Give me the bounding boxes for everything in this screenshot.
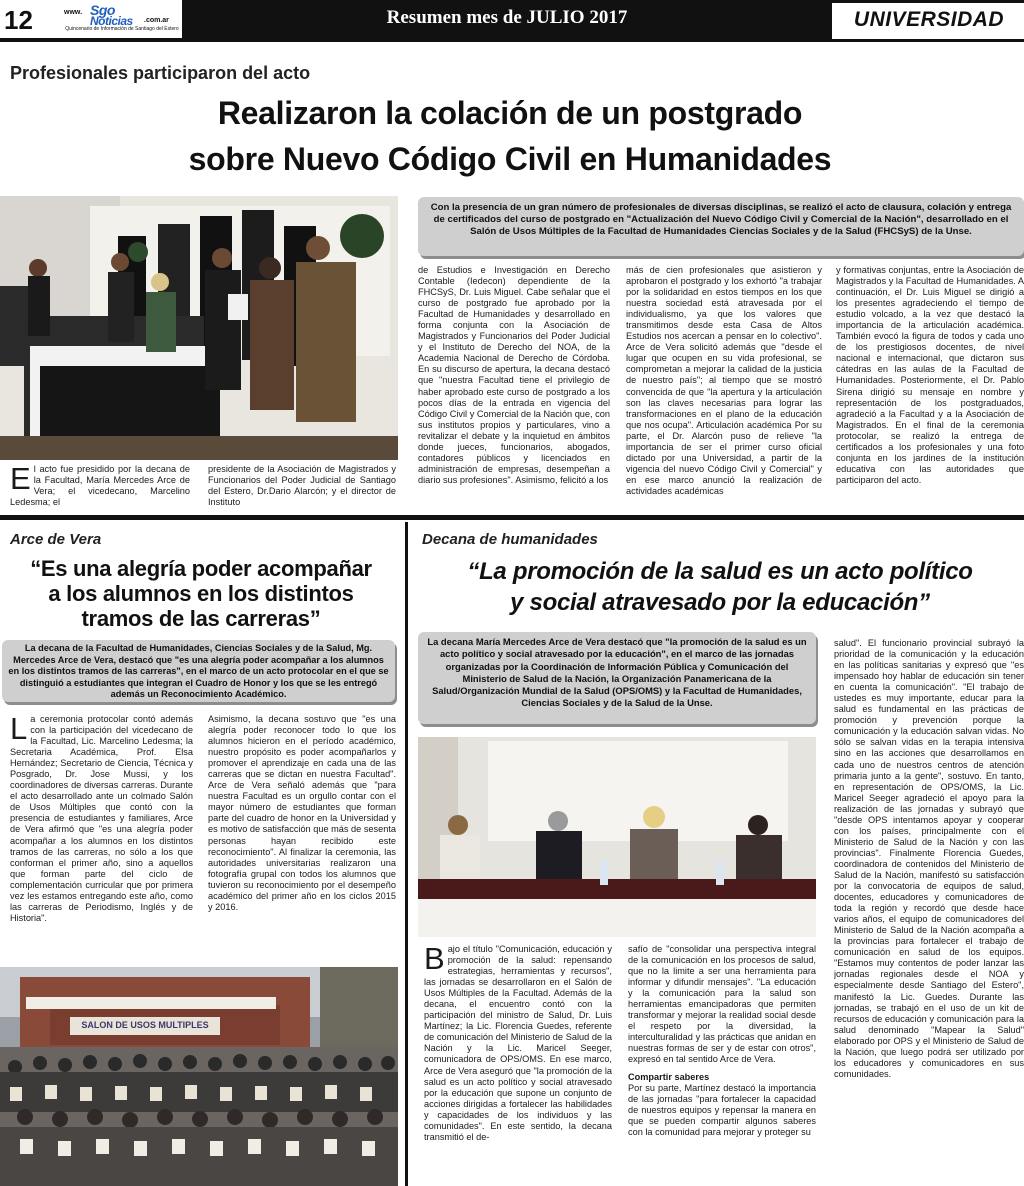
article2-lead: La decana de la Facultad de Humanidades, Ciencias Sociales y de la Salud, Mg. Mercedes Arce de Vera, destacó que "es una alegría poder acompañar a los alumnos en los distintos tramos de las carreras", en el marco de un acto protocolar en el que se distinguió a estudiantes que integran el Cuadro de Honor y los que se les entregó además un Reconocimiento Académico. [2,640,395,702]
article3-column-3: salud". El funcionario provincial subrayó la prioridad de la comunicación y la educación en las políticas sanitarias y expresó que "es impensado hoy hablar de educación sin tener en cuenta la comunicación". "El trabajo de ustedes es muy importante, educar para la salud es fundamental en las prácticas de promoción y prevención porque la comunicación y la educación salvan vidas. No sólo se salvan vidas en la terapia intensiva sino en las acciones que desarrollamos en cada uno de nuestros centros de atención primaria junto a la gente", sostuvo. En tanto, en representación de OPS/OMS, la Lic. Maricel Seeger agradeció el apoyo para la realización de las jornadas y subrayó que "desde OPS intentamos apoyar y cooperar con los países, principalmente con el Ministerio de Salud de la Nación y con las provincias". Finalmente Florencia Guedes, coordinadora de contenidos del Ministerio de Salud de la Nación, manifestó su satisfacción por la convocatoria de equipos de salud, docentes, educadores y comunicadores de toda la región y recordó que desde hace varios años, el equipo de comunicadores del Ministerio de Salud de la Nación acompaña a la provincias para fortalecer el trabajo de comunicación en salud de los equipos. "Estamos muy contentos de poder lanzar las jornadas regionales desde el NOA y especialmente desde Santiago del Estero", manifestó la Lic. Guedes. Durante las jornadas, se trabajó en el uso de un kit de recursos de educación y comunicación para la salud denominado "Mapear la Salud" elaborado por OPS y el Ministerio de Salud de la Nación, que luego podrá ser utilizado por los educadores y comunicadores en sus comunidades. [834,638,1024,1079]
article2-kicker: Arce de Vera [10,531,102,548]
article1-lead: Con la presencia de un gran número de profesionales de diversas disciplinas, se realizó el acto de clausura, colación y entrega de certificados del curso de postgrado en "Actualización del Nuevo Código Civil y Comercial de la Nación", desarrollado en el Salón de Usos Múltiples de la Facultad de Humanidades Ciencias Sociales y de la Salud (FHCSyS) de la Unse. [418,197,1024,256]
students-group-illustration [0,967,398,1186]
article1-caption-text-1: l acto fue presidido por la decana de la Facultad, María Mercedes Arce de Vera; el vicedecano, Marcelino Ledesma; el [10,464,190,508]
article3-column-2-text-b: Por su parte, Martínez destacó la importancia de las jornadas "para fortalecer la capacidad de nuestros equipos y repensar la manera en que se pueden compartir algunos saberes con la comunidad para mejorar y proteger su [628,1082,816,1137]
article3-column-1-text: ajo el título "Comunicación, educación y promoción de la salud: repensando estrategias, herramientas y recursos", las jornadas se desarrollaron en el Salón de Usos Múltiples de la Facultad. Además de la decana, el encuentro contó con la participación del ministro de Salud, Dr. Luis Martínez; la Lic. Florencia Guedes, referente de comunicación del Ministerio de Salud de la Nación y la Lic. Maricel Seeger, comunicadora de OPS/OMS. En ese marco, Arce de Vera aseguró que "la promoción de la salud es un acto político y social atravesado por la educación que supone un conjunto de acciones dirigidas a fortalecer las habilidades y capacidades de los individuos y las comunidades". En este sentido, la decana transmitió el de- [424,944,612,1142]
page-number: 12 [4,5,33,35]
article3-kicker: Decana de humanidades [422,531,598,548]
article2-headline-line-2: a los alumnos en los distintos [48,581,354,606]
article2-column-1 [10,714,193,964]
article2-headline-line-3: tramos de las carreras” [81,606,321,631]
article3-subhead: Compartir saberes [628,1071,710,1082]
column-divider [405,522,408,1186]
article1-caption-column-2: presidente de la Asociación de Magistrados y Funcionarios del Poder Judicial de Santiago del Estero, Dr.Dario Alarcón; y el director de Instituto [208,464,396,508]
article3-column-2 [628,944,816,1186]
article3-column-1 [424,944,612,1186]
graduation-ceremony-illustration [0,196,398,460]
logo-tagline: Quincenario de Información de Santiago del Estero [65,26,179,32]
students-group-photo [0,967,398,1186]
photo-building-sign: SALON DE USOS MULTIPLES [81,1020,209,1030]
article1-headline-line-1: Realizaron la colación de un postgrado [217,95,803,131]
article3-lead: La decana María Mercedes Arce de Vera destacó que "la promoción de la salud es un acto político y social atravesado por la educación", en el marco de las jornadas organizadas por la Coordinación de Información Pública y Comunicación del Ministerio de Salud de la Nación, la Organización Panamericana de la Salud/Organización Mundial de la Salud (OPS/OMS) y la Facultad de Humanidades, Ciencias Sociales y de la Salud de la Unse. [418,632,816,724]
article1-column-1: de Estudios e Investigación en Derecho Contable (Iedecon) dependiente de la FHCSyS, Dr. Luis Miguel. Cabe señalar que el curso de postgrado fue aprobado por la Facultad de Humanidades y desarrollado en forma conjunta con la Asociación de Magistrados y Funcionarios del Poder Judicial y el Instituto de Derecho del NOA, de la Academia Nacional de Derecho de Córdoba. En su discurso de apertura, la decana destacó que "nuestra Facultad tiene el privilegio de haber aprobado este curso de postgrado a los pocos días de la entrada en vigencia del Código Civil y Comercial de la Nación que, con sus institutos propios y particulares, vino a revitalizar el debate y la inquietud en ámbitos donde jueces, funcionarios, abogados, contadores públicos y licenciados en administración de empresas, desempeñan a diario sus profesiones". Asimismo, felicitó a los [418,265,610,485]
article2-column-2: Asimismo, la decana sostuvo que "es una alegría poder reconocer todo lo que los alumnos hicieron en el período académico, nuestro propósito es poder acompañarlos y promover el aprendizaje en cada una de las carreras que se dictan en nuestra Facultad". Arce de Vera señaló además que "para nuestra Facultad es un orgullo contar con el mayor número de estudiantes que forman parte del cuadro de honor en la Universidad y es motivo de satisfacción que más de sesenta personas hayan recibido este reconocimiento". Al finalizar la ceremonia, las autoridades universitarias realizaron una fotografía grupal con todos los alumnos que tuvieron su reconocimiento por el desempeño académico del primer año en los ciclos 2015 y 2016. [208,714,396,912]
article2-headline-line-1: “Es una alegría poder acompañar [30,556,372,581]
health-conference-illustration [418,737,816,937]
article1-column-3: y formativas conjuntas, entre la Asociación de Magistrados y la Facultad de Humanidades. A continuación, el Dr. Luis Miguel se dirigió a los presentes agradeciendo el tiempo de estudio volcado, a la vez que destacó la importancia de la articulación académica. También evocó la figura de todos y cada uno de los prestigiosos docentes, de nivel nacional e internacional, que dictaron sus cátedras en las aulas de la Facultad de Humanidades. Posteriormente, el Dr. Pablo Sirena dirigió su mensaje en nombre y representación de los postgraduados, agradeció a la Facultad y a la Asociación de Magistrados. En el final de la ceremonia protocolar, se realizó la entrega de certificados a los profesionales y una foto conjunta en los jardines de la institución educativa con las autoridades que participaron del acto. [836,265,1024,485]
article1-column-2: más de cien profesionales que asistieron y aprobaron el postgrado y los exhortó "a trabajar por la solidaridad en estos tiempos en los que nuestra sociedad está atravesada por el individualismo, ya que los valores que transmitimos desde esta Casa de Altos Estudios nos acercan a pensar en lo colectivo". Arce de Vera solicitó además que "desde el lugar que ocupen en su vida profesional, se comprometan a mejorar la calidad de la justicia de nuestro país"; al tiempo que se mostró convencida de que "la apertura y la articulación son las claves necesarias para lograr las transformaciones en el plano de la educación que nos ocupa". Articulación académica Por su parte, el Dr. Alarcón puso de relieve "la importancia de ser el primer curso oficial dictado por una Universidad, a partir de la vigencia del nuevo Código Civil y Comercial" y en ese marco anunció la realización de actividades académicas [626,265,822,496]
issue-title: Resumen mes de JULIO 2017 [386,7,628,28]
logo-www: www. [64,9,83,16]
article1-kicker: Profesionales participaron del acto [10,63,311,83]
article2-headline [10,556,392,631]
article1-headline [100,90,920,182]
article3-column-2-text-a: safío de "consolidar una perspectiva integral de la comunicación en los procesos de salud, que no la limite a ser una herramienta para informar y difundir mensajes". "La educación y la comunicación para la salud son herramientas emancipadoras que permiten transformar y mejorar la realidad social desde el respeto por la diversidad, la interculturalidad y las prácticas que anidan en nuestras formas de ser y de estar con otros", expresó en tal sentido Arce de Vera. [628,944,816,1065]
article3-dropcap: B [424,944,445,976]
article2-dropcap: L [10,714,28,746]
article3-headline [420,556,1020,618]
article1-caption-dropcap: E [10,464,31,496]
logo [64,2,180,40]
article1-headline-line-2: sobre Nuevo Código Civil en Humanidades [188,141,832,177]
article1-caption-column-1 [10,464,190,508]
logo-name-1: Sgo [90,2,115,18]
graduation-ceremony-photo [0,196,398,460]
section-divider [0,515,1024,520]
logo-name-2: Noticias [90,14,133,28]
health-conference-photo [418,737,816,937]
logo-domain: .com.ar [144,17,169,24]
section-title: UNIVERSIDAD [853,8,1005,31]
article3-headline-line-1: “La promoción de la salud es un acto político [467,558,973,585]
article2-column-1-text: a ceremonia protocolar contó además con la participación del vicedecano de la Facultad, Lic. Marcelino Ledesma; la Secretaria Académica, Prof. Elsa Hernández; Secretario de Ciencia, Técnica y Posgrado, Dr. Jose Mussi, y los coordinadores de diversas carreras. Durante el acto desarrollado ante un colmado Salón de Usos Múltiples que contó con la presencia de estudiantes y familiares, Arce de Vera afirmó que "es una alegría poder acompañar a los alumnos en los distintos tramos de las carreras, no sólo a los que conforman el primer año, sino a aquellos que forman parte del ciclo de complementación curricular que por primera vez les estamos entregando este año, como las carreras de Periodismo, Inglés y de Historia". [10,714,193,923]
article3-headline-line-2: y social atravesado por la educación” [510,589,930,616]
